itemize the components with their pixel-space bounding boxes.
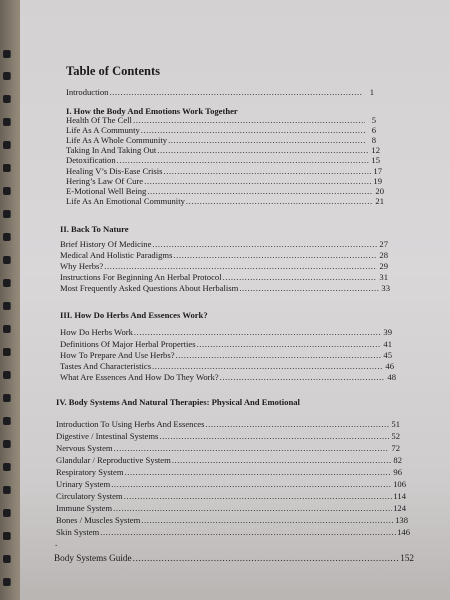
section-heading: I. How the Body And Emotions Work Together	[66, 106, 238, 116]
dot-leader	[173, 251, 377, 260]
toc-entry-label: Life As A Whole Community	[66, 135, 168, 145]
toc-entry-label: Hering’s Law Of Cure	[66, 176, 144, 186]
dot-leader	[152, 362, 383, 371]
toc-entry-page: 28	[379, 250, 388, 260]
binding-ring	[3, 256, 10, 264]
toc-entry-page: 48	[387, 372, 396, 382]
binding-ring	[3, 95, 10, 103]
toc-entry-label: Urinary System	[56, 479, 111, 489]
dot-leader	[176, 351, 381, 360]
toc-entry-label: Instructions For Beginning An Herbal Protocol	[60, 272, 222, 282]
dot-leader	[141, 516, 394, 525]
dot-leader	[144, 177, 371, 186]
toc-entry-label: Glandular / Reproductive System	[56, 455, 171, 465]
toc-entry	[60, 240, 388, 249]
toc-entry-page: 96	[393, 467, 402, 477]
dot-leader	[159, 432, 389, 441]
toc-entry	[56, 504, 406, 513]
toc-entry-page: 1	[369, 87, 374, 97]
dot-leader	[109, 88, 363, 97]
section-heading: IV. Body Systems And Natural Therapies: Physical And Emotional	[56, 397, 300, 407]
toc-entry-label: Respiratory System	[56, 467, 124, 477]
toc-entry-page: 138	[395, 515, 408, 525]
toc-entry-label: Most Frequently Asked Questions About Herbalism	[60, 283, 239, 293]
toc-entry-label: Brief History Of Medicine	[60, 239, 152, 249]
toc-entry-label: What Are Essences And How Do They Work?	[60, 372, 219, 382]
dot-leader	[220, 373, 385, 382]
toc-entry	[56, 516, 408, 525]
dot-leader	[164, 167, 371, 176]
toc-entry-page: 17	[373, 166, 382, 176]
section-heading: III. How Do Herbs And Essences Work?	[60, 310, 208, 320]
toc-entry-page: 19	[373, 176, 382, 186]
binding-ring	[3, 348, 10, 356]
toc-entry	[66, 187, 384, 196]
section-heading: II. Back To Nature	[60, 224, 129, 234]
binding-ring	[3, 302, 10, 310]
toc-entry-page: 45	[383, 350, 392, 360]
toc-entry-label: Tastes And Characteristics	[60, 361, 152, 371]
toc-entry-page: 152	[400, 553, 414, 563]
toc-entry-page: 72	[391, 443, 400, 453]
toc-entry	[54, 554, 414, 563]
toc-entry-label: Healing V’s Dis-Ease Crisis	[66, 166, 163, 176]
toc-entry	[66, 167, 382, 176]
toc-entry	[56, 528, 410, 537]
toc-entry	[66, 126, 376, 135]
binding-ring	[3, 463, 10, 471]
toc-entry	[60, 262, 388, 271]
binding-ring	[3, 440, 10, 448]
toc-entry	[66, 116, 376, 125]
toc-entry	[60, 351, 392, 360]
toc-entry-page: 41	[383, 339, 392, 349]
toc-entry-page: 8	[371, 135, 376, 145]
toc-entry	[60, 251, 388, 260]
toc-entry	[60, 373, 396, 382]
dot-leader	[157, 146, 369, 155]
toc-entry-page: 29	[379, 261, 388, 271]
binding-ring	[3, 187, 10, 195]
toc-entry-label: Definitions Of Major Herbal Properties	[60, 339, 196, 349]
dot-leader	[124, 492, 393, 501]
toc-entry-page: 114	[393, 491, 406, 501]
toc-entry	[60, 328, 392, 337]
dot-leader	[223, 273, 377, 282]
toc-entry-page: 146	[397, 527, 410, 537]
toc-entry-page: 15	[371, 155, 380, 165]
toc-entry	[66, 136, 376, 145]
binding-ring	[3, 509, 10, 517]
toc-entry	[56, 468, 402, 477]
toc-entry-label: Life As An Emotional Community	[66, 196, 185, 206]
dot-leader	[186, 197, 373, 206]
binding-ring	[3, 279, 10, 287]
binding-ring	[3, 72, 10, 80]
toc-entry-page: 5	[371, 115, 376, 125]
toc-entry-label: Life As A Communty	[66, 125, 140, 135]
toc-entry	[60, 362, 394, 371]
dot-leader	[172, 456, 391, 465]
page-title: Table of Contents	[66, 64, 160, 78]
binding-ring	[3, 50, 10, 58]
toc-entry-label: Introduction	[66, 87, 109, 97]
toc-entry-page: 33	[381, 283, 390, 293]
dot-leader	[104, 262, 377, 271]
dot-leader	[114, 444, 389, 453]
toc-entry-label: Medical And Holistic Paradigms	[60, 250, 173, 260]
stray-mark: .	[55, 538, 58, 548]
toc-entry-label: E-Motional Well Being	[66, 186, 147, 196]
toc-entry-label: Detoxification	[66, 155, 116, 165]
dot-leader	[197, 340, 381, 349]
toc-entry	[56, 456, 402, 465]
toc-entry	[56, 420, 400, 429]
toc-entry-page: 27	[379, 239, 388, 249]
toc-entry	[66, 146, 380, 155]
toc-entry-label: Immune System	[56, 503, 113, 513]
toc-entry-label: Digestive / Intestinal Systems	[56, 431, 159, 441]
binding-ring	[3, 233, 10, 241]
toc-entry-label: Circulatory System	[56, 491, 123, 501]
dot-leader	[117, 156, 369, 165]
dot-leader	[133, 116, 365, 125]
toc-entry-label: Taking In And Taking Out	[66, 145, 157, 155]
dot-leader	[111, 480, 392, 489]
binding-ring	[3, 325, 10, 333]
toc-entry-label: Health Of The Cell	[66, 115, 132, 125]
binding-ring	[3, 417, 10, 425]
toc-entry-page: 31	[379, 272, 388, 282]
toc-entry	[56, 432, 400, 441]
document-page	[20, 0, 450, 600]
toc-entry	[60, 273, 388, 282]
toc-entry-label: Bones / Muscles System	[56, 515, 141, 525]
dot-leader	[134, 328, 381, 337]
dot-leader	[147, 187, 373, 196]
dot-leader	[133, 554, 400, 563]
toc-entry-label: Skin System	[56, 527, 100, 537]
toc-entry	[56, 444, 400, 453]
binding-ring	[3, 371, 10, 379]
toc-entry-label: Nervous System	[56, 443, 113, 453]
binding-ring	[3, 118, 10, 126]
binding-ring	[3, 532, 10, 540]
toc-entry	[66, 88, 374, 97]
dot-leader	[168, 136, 365, 145]
toc-entry-label: Introduction To Using Herbs And Essences	[56, 419, 205, 429]
dot-leader	[100, 528, 396, 537]
dot-leader	[141, 126, 365, 135]
toc-entry-page: 82	[393, 455, 402, 465]
toc-entry-page: 124	[393, 503, 406, 513]
toc-entry	[66, 177, 382, 186]
dot-leader	[239, 284, 379, 293]
toc-entry	[56, 492, 406, 501]
binding-ring	[3, 486, 10, 494]
toc-entry-page: 51	[391, 419, 400, 429]
binding-ring	[3, 141, 10, 149]
binding-ring	[3, 164, 10, 172]
toc-entry	[60, 284, 390, 293]
toc-entry-page: 52	[391, 431, 400, 441]
toc-entry	[56, 480, 406, 489]
binding-ring	[3, 394, 10, 402]
toc-entry-page: 106	[393, 479, 406, 489]
toc-entry-label: How Do Herbs Work	[60, 327, 133, 337]
toc-entry-page: 12	[371, 145, 380, 155]
dot-leader	[125, 468, 391, 477]
toc-entry-page: 21	[375, 196, 384, 206]
toc-entry	[60, 340, 392, 349]
binding-ring	[3, 210, 10, 218]
dot-leader	[205, 420, 389, 429]
dot-leader	[113, 504, 392, 513]
toc-entry-label: Why Herbs?	[60, 261, 104, 271]
toc-entry-page: 6	[371, 125, 376, 135]
toc-entry-label: Body Systems Guide	[54, 553, 132, 563]
toc-entry	[66, 197, 384, 206]
binding-ring	[3, 578, 10, 586]
toc-entry-page: 46	[385, 361, 394, 371]
toc-entry-page: 20	[375, 186, 384, 196]
toc-entry-label: How To Prepare And Use Herbs?	[60, 350, 175, 360]
binding-spine	[0, 0, 20, 600]
toc-entry	[66, 156, 380, 165]
binding-ring	[3, 555, 10, 563]
dot-leader	[152, 240, 377, 249]
toc-entry-page: 39	[383, 327, 392, 337]
